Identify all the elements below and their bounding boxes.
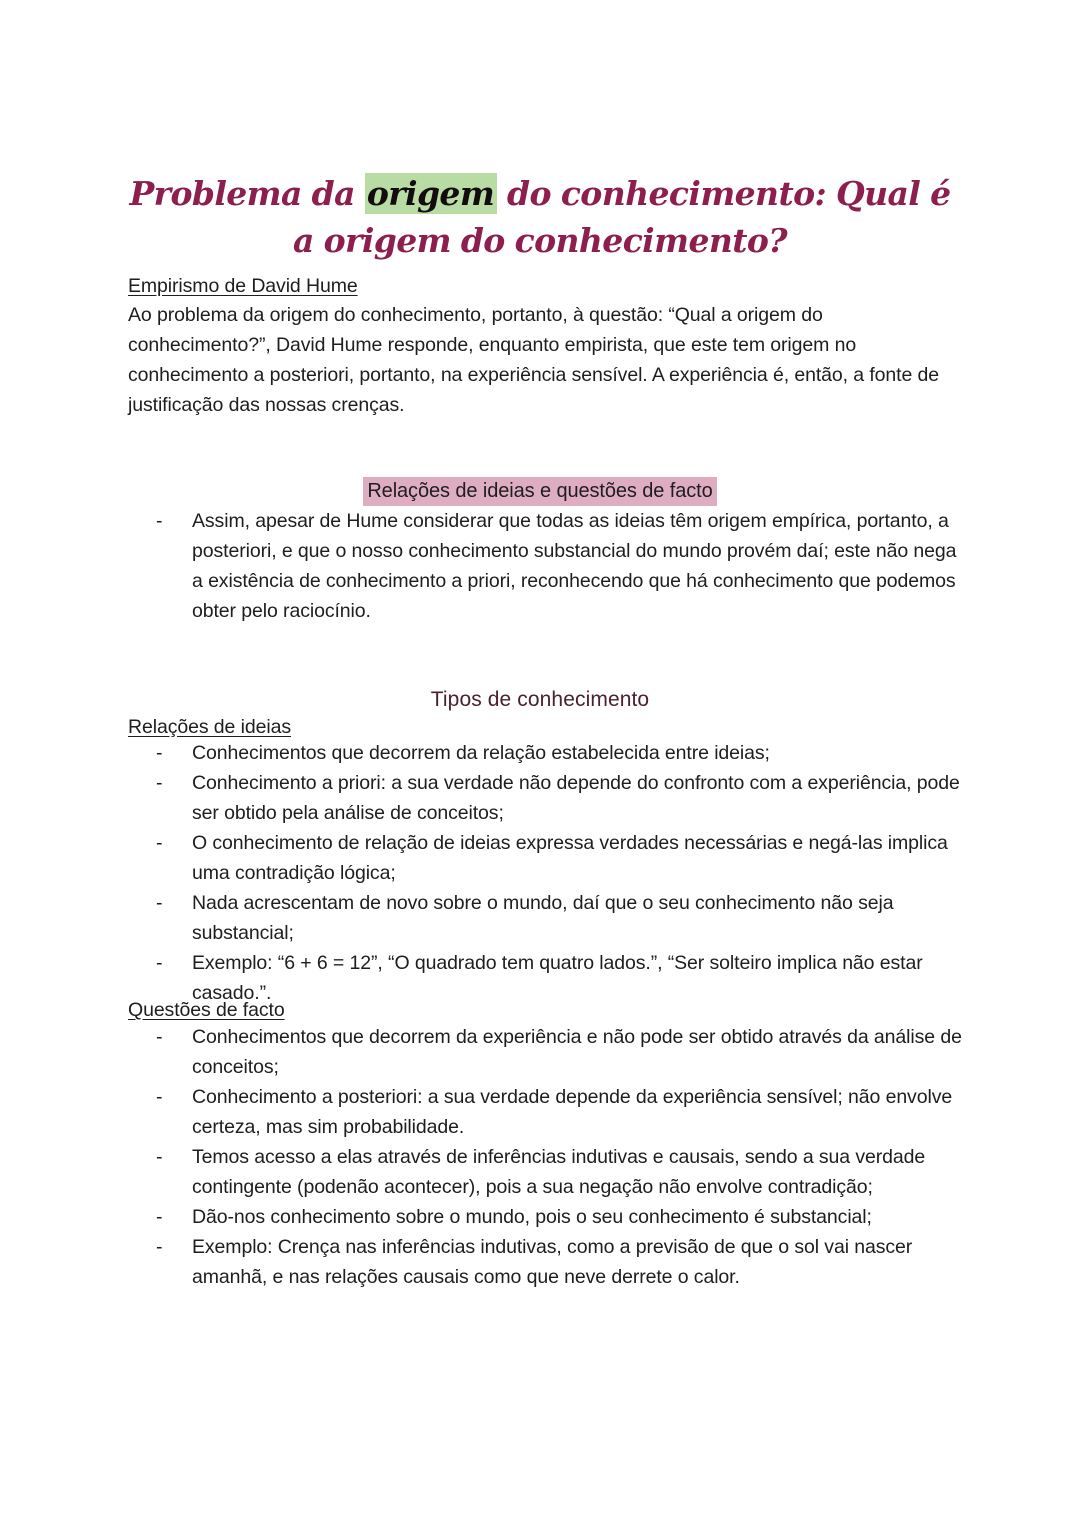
list-item-text: Assim, apesar de Hume considerar que todas as ideias têm origem empírica, portanto, a posteriori, e que o nosso conhecimento substancial do mundo provém daí; este não nega a existência de conhecimento a priori, reconhecendo que há conhecimento que podemos obter pelo raciocínio. bbox=[192, 510, 957, 622]
list-item-text: Conhecimentos que decorrem da relação estabelecida entre ideias; bbox=[192, 742, 770, 764]
list-item-text: Dão-nos conhecimento sobre o mundo, pois o seu conhecimento é substancial; bbox=[192, 1206, 872, 1228]
list-item bbox=[128, 1082, 968, 1142]
list-item-text: Nada acrescentam de novo sobre o mundo, daí que o seu conhecimento não seja substancial; bbox=[192, 892, 894, 944]
bullet-dash: - bbox=[156, 1086, 163, 1108]
heading-relacoes-questoes-wrap bbox=[128, 477, 952, 506]
bullet-dash: - bbox=[156, 832, 163, 854]
heading-questoes-de-facto: Questões de facto bbox=[128, 999, 285, 1021]
bullet-dash: - bbox=[156, 1146, 163, 1168]
list-questoes-de-facto bbox=[128, 1022, 968, 1292]
list-relacoes-de-ideias bbox=[128, 738, 968, 1008]
list-item bbox=[128, 1142, 968, 1202]
list-item bbox=[128, 1202, 968, 1232]
bullet-dash: - bbox=[156, 1236, 163, 1258]
list-item-text: O conhecimento de relação de ideias expressa verdades necessárias e negá-las implica uma contradição lógica; bbox=[192, 832, 948, 884]
list-item bbox=[128, 1232, 968, 1292]
heading-relacoes-de-ideias: Relações de ideias bbox=[128, 716, 291, 738]
heading-tipos-de-conhecimento: Tipos de conhecimento bbox=[430, 688, 650, 711]
bullet-dash: - bbox=[156, 952, 163, 974]
list-item-text: Exemplo: “6 + 6 = 12”, “O quadrado tem quatro lados.”, “Ser solteiro implica não estar casado.”. bbox=[192, 952, 923, 1004]
list-item bbox=[128, 738, 968, 768]
bullet-dash: - bbox=[156, 1026, 163, 1048]
list-item bbox=[128, 888, 968, 948]
title-part-after: do conhecimento: Qual é a origem do conhecimento? bbox=[292, 174, 951, 261]
list-item bbox=[128, 828, 968, 888]
list-item-text: Conhecimentos que decorrem da experiência e não pode ser obtido através da análise de conceitos; bbox=[192, 1026, 962, 1078]
bullet-dash: - bbox=[156, 742, 163, 764]
bullet-dash: - bbox=[156, 510, 163, 532]
list-item-text: Conhecimento a posteriori: a sua verdade depende da experiência sensível; não envolve certeza, mas sim probabilidade. bbox=[192, 1086, 953, 1138]
list-item bbox=[128, 506, 960, 626]
bullet-dash: - bbox=[156, 772, 163, 794]
list-relacoes-questoes bbox=[128, 506, 960, 626]
title-highlighted-word: origem bbox=[365, 173, 497, 214]
heading-relacoes-ideias-questoes-facto: Relações de ideias e questões de facto bbox=[363, 477, 716, 506]
title-part-before: Problema da bbox=[129, 174, 365, 214]
list-item-text: Temos acesso a elas através de inferências indutivas e causais, sendo a sua verdade contingente (podenão acontecer), pois a sua negação não envolve contradição; bbox=[192, 1146, 926, 1198]
list-item bbox=[128, 768, 968, 828]
page-title bbox=[128, 170, 952, 264]
list-item-text: Exemplo: Crença nas inferências indutivas, como a previsão de que o sol vai nascer amanhã, e nas relações causais como que neve derrete o calor. bbox=[192, 1236, 913, 1288]
heading-empirismo-david-hume: Empirismo de David Hume bbox=[128, 275, 358, 297]
bullet-dash: - bbox=[156, 892, 163, 914]
list-item-text: Conhecimento a priori: a sua verdade não depende do confronto com a experiência, pode ser obtido pela análise de conceitos; bbox=[192, 772, 960, 824]
paragraph-empirismo: Ao problema da origem do conhecimento, portanto, à questão: “Qual a origem do conhecimento?”, David Hume responde, enquanto empirista, que este tem origem no conhecimento a posteriori, portanto, na experiência sensível. A experiência é, então, a fonte de justificação das nossas crenças. bbox=[128, 304, 940, 416]
bullet-dash: - bbox=[156, 1206, 163, 1228]
list-item bbox=[128, 1022, 968, 1082]
